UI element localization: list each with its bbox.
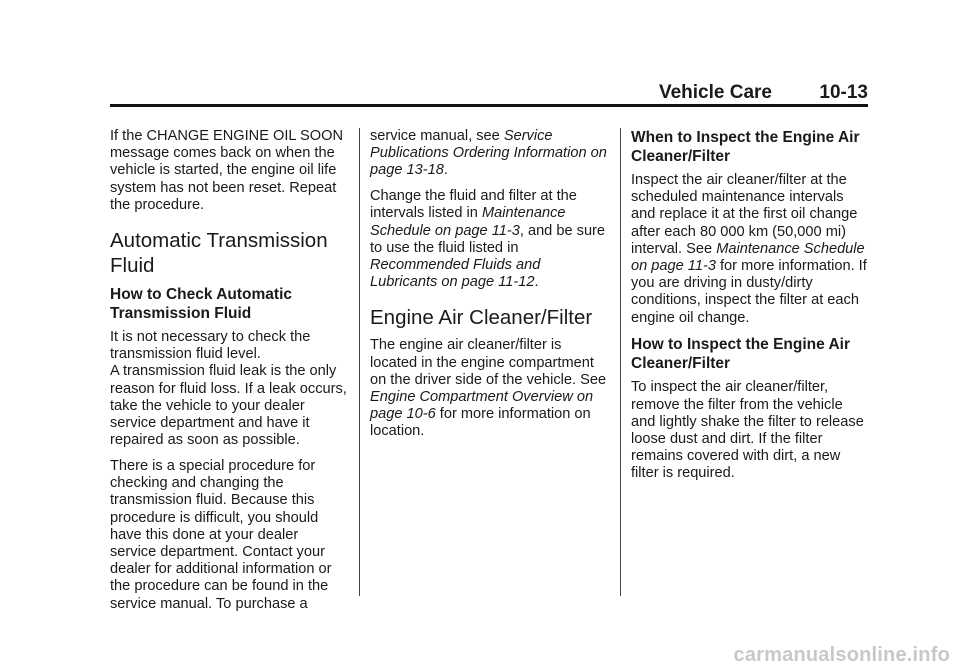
heading-automatic-transmission-fluid: Automatic Transmission Fluid bbox=[110, 229, 328, 278]
column-right bbox=[631, 128, 869, 491]
page-number: 10-13 bbox=[819, 82, 868, 103]
text: service manual, see bbox=[370, 128, 504, 144]
column-left bbox=[110, 128, 348, 621]
text: for more information. If you are driving in dusty/dirty conditions, inspect the filter at each engine oil change. bbox=[631, 258, 867, 326]
cross-reference-link[interactable]: Maintenance Schedule on page 11-3 bbox=[370, 205, 566, 239]
column-middle bbox=[370, 128, 608, 449]
cross-reference-link[interactable]: Service Publications Ordering Information on page 13-18 bbox=[370, 128, 607, 179]
heading-when-to-inspect: When to Inspect the Engine Air Cleaner/Filter bbox=[631, 129, 860, 165]
text: . bbox=[534, 274, 539, 291]
cross-reference-link[interactable]: Engine Compartment Overview on page 10-6 bbox=[370, 388, 594, 423]
paragraph: It is not necessary to check the transmission fluid level. bbox=[110, 329, 311, 363]
paragraph: To inspect the air cleaner/filter, remove the filter from the vehicle and lightly shake the filter to release loose dust and dirt. If the filter remains covered with dirt, a new filter is required. bbox=[631, 379, 864, 482]
page-header bbox=[110, 82, 868, 104]
text: for more information on location. bbox=[370, 406, 591, 440]
paragraph bbox=[370, 337, 608, 440]
column-divider bbox=[620, 128, 621, 596]
paragraph: If the CHANGE ENGINE OIL SOON message comes back on when the vehicle is started, the engine oil life system has not been reset. Repeat the procedure. bbox=[110, 128, 344, 213]
text: The engine air cleaner/filter is located in the engine compartment on the driver side of the vehicle. See bbox=[370, 337, 607, 388]
text: Change the fluid and filter at the intervals listed in bbox=[370, 188, 577, 222]
column-divider bbox=[359, 128, 360, 596]
heading-how-to-check-atf: How to Check Automatic Transmission Fluid bbox=[110, 286, 292, 323]
text: , and be sure to use the fluid listed in bbox=[370, 222, 606, 256]
watermark: carmanualsonline.info bbox=[733, 644, 950, 666]
text: Inspect the air cleaner/filter at the scheduled maintenance intervals and replace it at the first oil change after each 80 000 km (50,000 mi) interval. See bbox=[631, 172, 858, 257]
text: . bbox=[443, 162, 448, 179]
cross-reference-link[interactable]: Recommended Fluids and Lubricants on page 11-12 bbox=[370, 256, 541, 291]
paragraph bbox=[631, 172, 869, 327]
paragraph: There is a special procedure for checking and changing the transmission fluid. Because this procedure is difficult, you should have this done at your dealer service department. Contact your dealer for additional information or the procedure can be found in the service manual. To purchase a bbox=[110, 457, 332, 612]
cross-reference-link[interactable]: Maintenance Schedule on page 11-3 bbox=[631, 240, 865, 275]
paragraph bbox=[370, 188, 608, 291]
heading-how-to-inspect: How to Inspect the Engine Air Cleaner/Filter bbox=[631, 336, 851, 373]
heading-engine-air-cleaner-filter: Engine Air Cleaner/Filter bbox=[370, 306, 593, 330]
section-title: Vehicle Care bbox=[658, 82, 772, 103]
paragraph: A transmission fluid leak is the only reason for fluid loss. If a leak occurs, take the vehicle to your dealer service department and have it repaired as soon as possible. bbox=[110, 363, 347, 449]
paragraph bbox=[370, 128, 608, 180]
header-rule bbox=[110, 104, 868, 107]
